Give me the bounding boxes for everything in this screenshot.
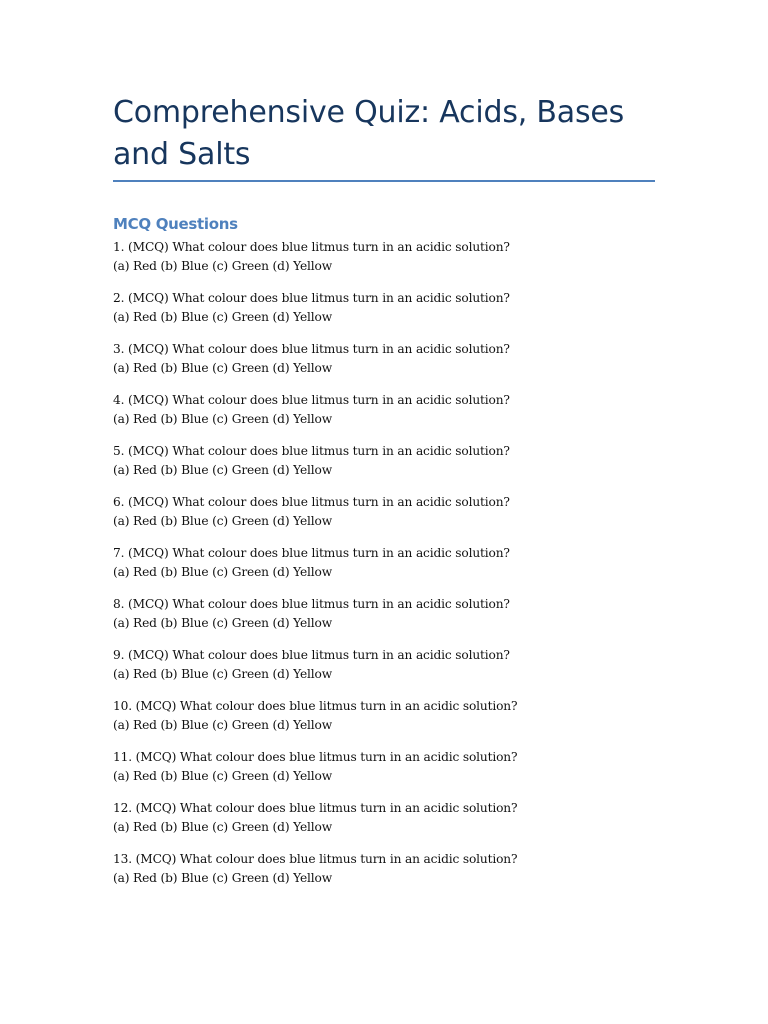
question-options: (a) Red (b) Blue (c) Green (d) Yellow	[113, 871, 333, 885]
title-underline	[113, 180, 655, 182]
question-text: 6. (MCQ) What colour does blue litmus turn in an acidic solution?	[113, 495, 510, 509]
question-text: 13. (MCQ) What colour does blue litmus turn in an acidic solution?	[113, 852, 518, 866]
question-item	[113, 697, 655, 735]
question-item	[113, 544, 655, 582]
question-text: 12. (MCQ) What colour does blue litmus turn in an acidic solution?	[113, 801, 518, 815]
question-options: (a) Red (b) Blue (c) Green (d) Yellow	[113, 616, 333, 630]
question-item	[113, 595, 655, 633]
question-item	[113, 493, 655, 531]
question-item	[113, 289, 655, 327]
question-item	[113, 391, 655, 429]
question-options: (a) Red (b) Blue (c) Green (d) Yellow	[113, 412, 333, 426]
question-item	[113, 850, 655, 888]
question-item	[113, 748, 655, 786]
question-text: 11. (MCQ) What colour does blue litmus turn in an acidic solution?	[113, 750, 518, 764]
question-options: (a) Red (b) Blue (c) Green (d) Yellow	[113, 310, 333, 324]
question-item	[113, 646, 655, 684]
question-options: (a) Red (b) Blue (c) Green (d) Yellow	[113, 667, 333, 681]
question-options: (a) Red (b) Blue (c) Green (d) Yellow	[113, 361, 333, 375]
question-options: (a) Red (b) Blue (c) Green (d) Yellow	[113, 463, 333, 477]
question-options: (a) Red (b) Blue (c) Green (d) Yellow	[113, 514, 333, 528]
question-list	[113, 238, 655, 888]
question-item	[113, 238, 655, 276]
question-options: (a) Red (b) Blue (c) Green (d) Yellow	[113, 565, 333, 579]
question-text: 2. (MCQ) What colour does blue litmus turn in an acidic solution?	[113, 291, 510, 305]
question-text: 5. (MCQ) What colour does blue litmus turn in an acidic solution?	[113, 444, 510, 458]
question-options: (a) Red (b) Blue (c) Green (d) Yellow	[113, 820, 333, 834]
question-item	[113, 799, 655, 837]
document-title: Comprehensive Quiz: Acids, Bases and Salts	[113, 95, 625, 172]
document-page	[113, 92, 655, 901]
question-text: 3. (MCQ) What colour does blue litmus turn in an acidic solution?	[113, 342, 510, 356]
question-text: 1. (MCQ) What colour does blue litmus turn in an acidic solution?	[113, 240, 510, 254]
question-options: (a) Red (b) Blue (c) Green (d) Yellow	[113, 718, 333, 732]
question-text: 8. (MCQ) What colour does blue litmus turn in an acidic solution?	[113, 597, 510, 611]
question-options: (a) Red (b) Blue (c) Green (d) Yellow	[113, 259, 333, 273]
question-text: 10. (MCQ) What colour does blue litmus turn in an acidic solution?	[113, 699, 518, 713]
question-item	[113, 442, 655, 480]
question-text: 4. (MCQ) What colour does blue litmus turn in an acidic solution?	[113, 393, 510, 407]
section-heading: MCQ Questions	[113, 215, 238, 233]
question-text: 7. (MCQ) What colour does blue litmus turn in an acidic solution?	[113, 546, 510, 560]
question-text: 9. (MCQ) What colour does blue litmus turn in an acidic solution?	[113, 648, 510, 662]
question-options: (a) Red (b) Blue (c) Green (d) Yellow	[113, 769, 333, 783]
question-item	[113, 340, 655, 378]
